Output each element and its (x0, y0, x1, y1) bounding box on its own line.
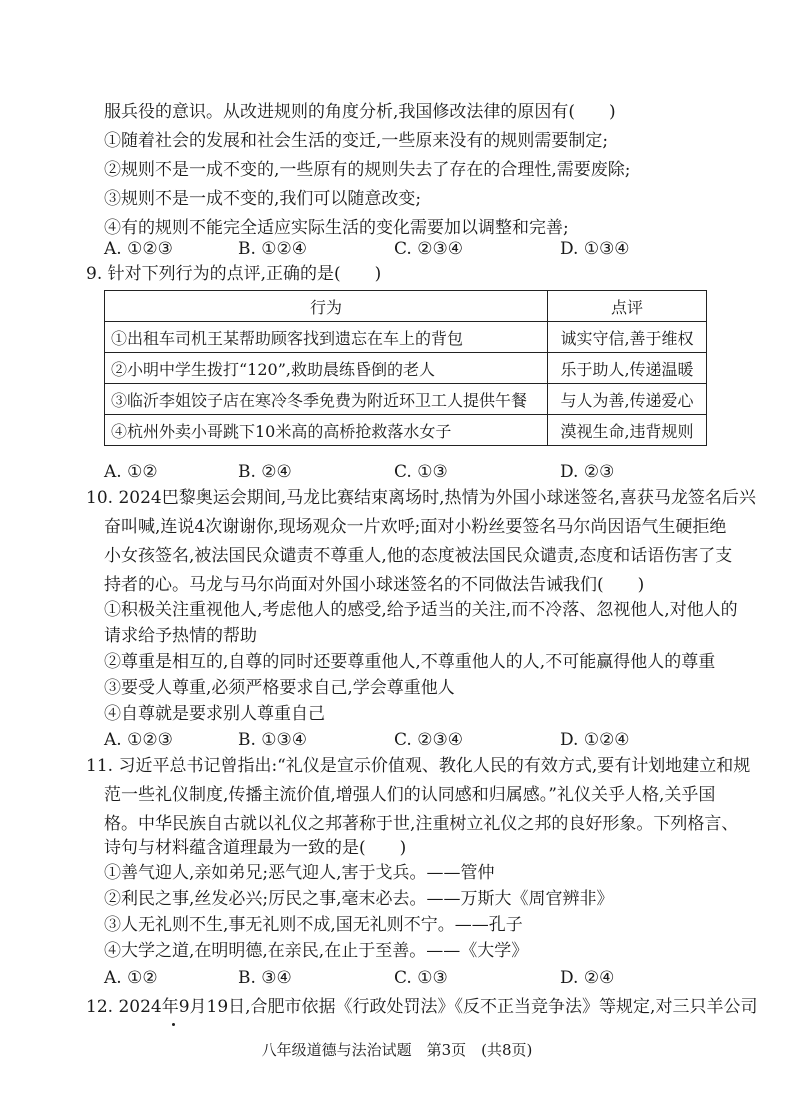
table-header-row (105, 291, 707, 322)
table-cell-comment: 乐于助人,传递温暖 (548, 353, 707, 384)
table-row (105, 384, 707, 415)
page-footer: 八年级道德与法治试题 第3页 (共8页) (261, 1041, 533, 1059)
q10-stem-line: 奋叫喊,连说4次谢谢你,现场观众一片欢呼;面对小粉丝要签名马尔尚因语气生硬拒绝 (104, 517, 727, 537)
table-cell-behavior: ①出租车司机王某帮助顾客找到遗忘在车上的背包 (105, 322, 548, 353)
q10-option-d[interactable]: D. ①②④ (560, 730, 630, 750)
table-row (105, 322, 707, 353)
q10-option-b[interactable]: B. ①③④ (238, 730, 308, 750)
q10-option-c[interactable]: C. ②③④ (394, 730, 463, 750)
print-dot (172, 1023, 175, 1026)
q10-item: ①积极关注重视他人,考虑他人的感受,给予适当的关注,而不冷落、忽视他人,对他人的 (104, 600, 738, 620)
table-row (105, 415, 707, 446)
table-row (105, 353, 707, 384)
q9-stem: 9. 针对下列行为的点评,正确的是( ) (86, 264, 382, 284)
q10-item: ②尊重是相互的,自尊的同时还要尊重他人,不尊重他人的人,不可能赢得他人的尊重 (104, 652, 716, 672)
q8-option-c[interactable]: C. ②③④ (394, 239, 463, 259)
table-cell-comment: 漠视生命,违背规则 (548, 415, 707, 446)
q11-stem: 11. 习近平总书记曾指出:“礼仪是宣示价值观、教化人民的有效方式,要有计划地建立和规 (86, 756, 751, 776)
q8-option-d[interactable]: D. ①③④ (560, 239, 630, 259)
q8-options (104, 237, 704, 261)
q9-option-d[interactable]: D. ②③ (560, 462, 615, 482)
q9-table (104, 290, 707, 446)
table-header-behavior: 行为 (105, 291, 548, 322)
q11-option-c[interactable]: C. ①③ (394, 968, 448, 988)
q11-stem-line: 范一些礼仪制度,传播主流价值,增强人们的认同感和归属感。”礼仪关乎人格,关乎国 (104, 785, 716, 805)
q10-item-cont: 请求给予热情的帮助 (104, 626, 257, 646)
q11-stem-line: 格。中华民族自古就以礼仪之邦著称于世,注重树立礼仪之邦的良好形象。下列格言、 (104, 814, 739, 834)
table-cell-comment: 诚实守信,善于维权 (548, 322, 707, 353)
q11-item: ①善气迎人,亲如弟兄;恶气迎人,害于戈兵。——管仲 (104, 863, 495, 883)
q11-option-a[interactable]: A. ①② (104, 968, 158, 988)
q11-item: ③人无礼则不生,事无礼则不成,国无礼则不宁。——孔子 (104, 915, 523, 935)
q11-option-b[interactable]: B. ③④ (238, 968, 292, 988)
q8-item: ①随着社会的发展和社会生活的变迁,一些原来没有的规则需要制定; (104, 131, 609, 151)
q8-item: ④有的规则不能完全适应实际生活的变化需要加以调整和完善; (104, 218, 569, 238)
q8-option-a[interactable]: A. ①②③ (104, 239, 173, 259)
q11-item: ②利民之事,丝发必兴;厉民之事,毫末必去。——万斯大《周官辨非》 (104, 889, 614, 909)
q10-options (104, 728, 704, 752)
q9-option-c[interactable]: C. ①③ (394, 462, 448, 482)
table-cell-comment: 与人为善,传递爱心 (548, 384, 707, 415)
q10-item: ④自尊就是要求别人尊重自己 (104, 704, 325, 724)
q11-option-d[interactable]: D. ②④ (560, 968, 615, 988)
table-cell-behavior: ②小明中学生拨打“120”,救助晨练昏倒的老人 (105, 353, 548, 384)
table-cell-behavior: ④杭州外卖小哥跳下10米高的高桥抢救落水女子 (105, 415, 548, 446)
table-header-comment: 点评 (548, 291, 707, 322)
q9-option-b[interactable]: B. ②④ (238, 462, 292, 482)
q11-item: ④大学之道,在明明德,在亲民,在止于至善。——《大学》 (104, 941, 529, 961)
q11-options (104, 966, 704, 990)
q8-option-b[interactable]: B. ①②④ (238, 239, 308, 259)
q10-stem-line: 小女孩签名,被法国民众谴责不尊重人,他的态度被法国民众谴责,态度和话语伤害了支 (104, 546, 733, 566)
q11-stem-line: 诗句与材料蕴含道理最为一致的是( ) (104, 838, 407, 858)
q10-stem-line: 持者的心。马龙与马尔尚面对外国小球迷签名的不同做法告诫我们( ) (104, 575, 645, 595)
q12-stem: 12. 2024年9月19日,合肥市依据《行政处罚法》《反不正当竞争法》等规定,对三只羊公司 (86, 997, 758, 1017)
table-cell-behavior: ③临沂李姐饺子店在寒冷冬季免费为附近环卫工人提供午餐 (105, 384, 548, 415)
q9-options (104, 460, 704, 484)
q10-stem: 10. 2024巴黎奥运会期间,马龙比赛结束离场时,热情为外国小球迷签名,喜获马龙签名后兴 (86, 488, 756, 508)
q9-option-a[interactable]: A. ①② (104, 462, 158, 482)
q10-item: ③要受人尊重,必须严格要求自己,学会尊重他人 (104, 678, 455, 698)
q8-item: ②规则不是一成不变的,一些原有的规则失去了存在的合理性,需要废除; (104, 160, 631, 180)
q8-item: ③规则不是一成不变的,我们可以随意改变; (104, 189, 422, 209)
q8-line: 服兵役的意识。从改进规则的角度分析,我国修改法律的原因有( ) (104, 102, 616, 122)
q10-option-a[interactable]: A. ①②③ (104, 730, 173, 750)
